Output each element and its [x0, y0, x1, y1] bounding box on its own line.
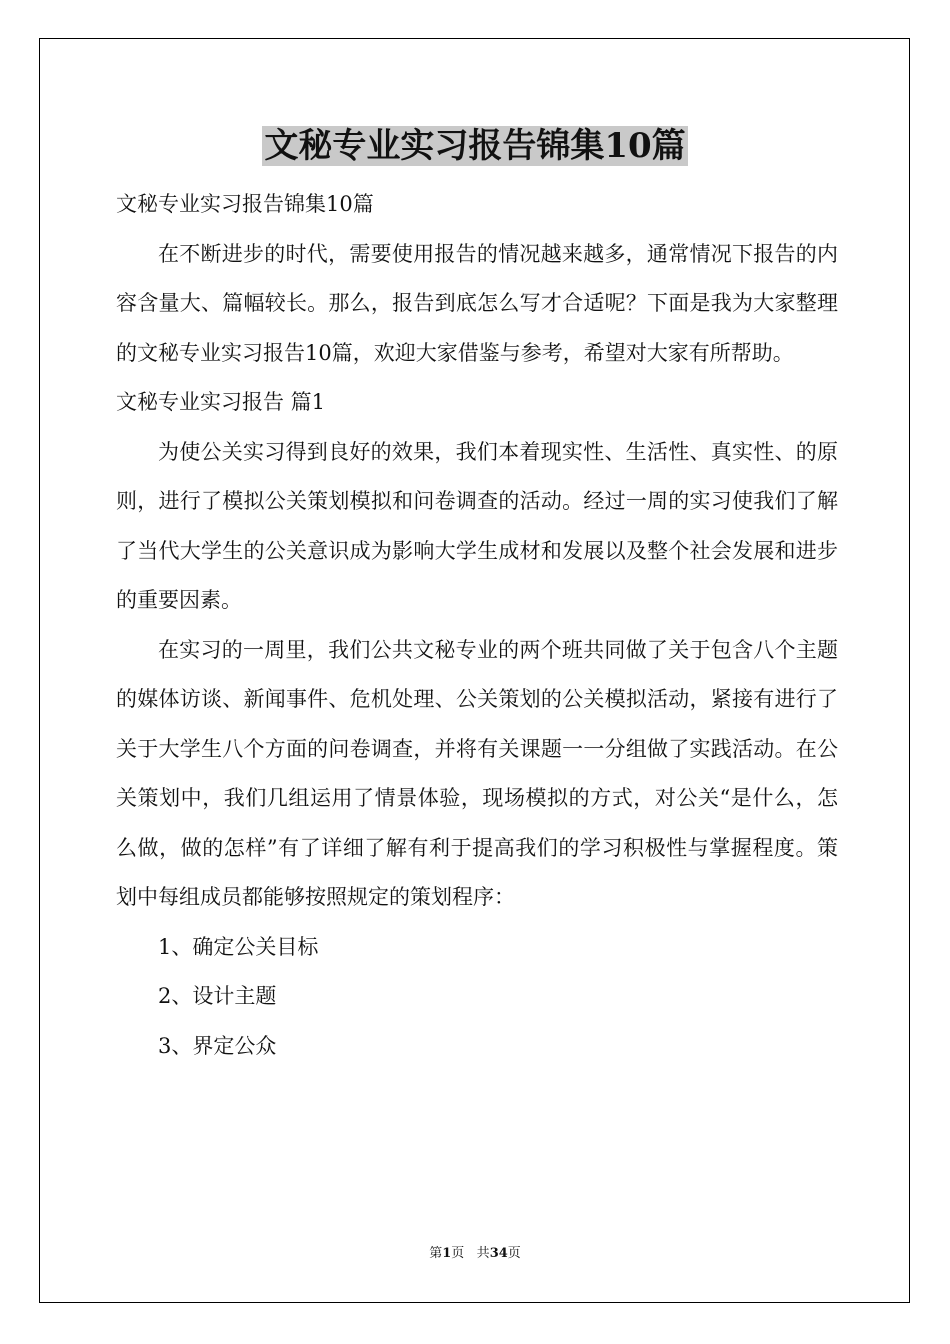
- total-suffix: 页: [507, 1246, 521, 1261]
- total-pages: 34: [489, 1246, 508, 1261]
- document-title-wrapper: [0, 122, 950, 170]
- intro-paragraph: 在不断进步的时代，需要使用报告的情况越来越多，通常情况下报告的内容含量大、篇幅较长。那么，报告到底怎么写才合适呢？下面是我为大家整理的文秘专业实习报告10篇，欢迎大家借鉴与参考，希望对大家有所帮助。: [116, 241, 838, 365]
- page-footer: [0, 1244, 950, 1264]
- list-item: 2、设计主题: [158, 984, 277, 1008]
- section-heading: 文秘专业实习报告 篇1: [116, 390, 326, 414]
- body-paragraph-1: 为使公关实习得到良好的效果，我们本着现实性、生活性、真实性、的原则，进行了模拟公关策划模拟和问卷调查的活动。经过一周的实习使我们了解了当代大学生的公关意识成为影响大学生成材和发展以及整个社会发展和进步的重要因素。: [116, 439, 838, 612]
- page-prefix: 第: [429, 1246, 443, 1261]
- document-body: [116, 180, 838, 1071]
- total-prefix: 共: [476, 1246, 490, 1261]
- page-suffix: 页: [451, 1246, 465, 1261]
- document-subtitle: 文秘专业实习报告锦集10篇: [116, 192, 374, 216]
- body-paragraph-2: 在实习的一周里，我们公共文秘专业的两个班共同做了关于包含八个主题的媒体访谈、新闻事件、危机处理、公关策划的公关模拟活动，紧接有进行了关于大学生八个方面的问卷调查，并将有关课题一一分组做了实践活动。在公关策划中，我们几组运用了情景体验，现场模拟的方式，对公关“是什么，怎么做，做的怎样”有了详细了解有利于提高我们的学习积极性与掌握程度。策划中每组成员都能够按照规定的策划程序：: [116, 637, 838, 909]
- list-item: 1、确定公关目标: [158, 934, 319, 959]
- document-title: 文秘专业实习报告锦集10篇: [264, 126, 686, 166]
- page-number: 1: [442, 1246, 452, 1261]
- list-item: 3、界定公众: [158, 1033, 277, 1058]
